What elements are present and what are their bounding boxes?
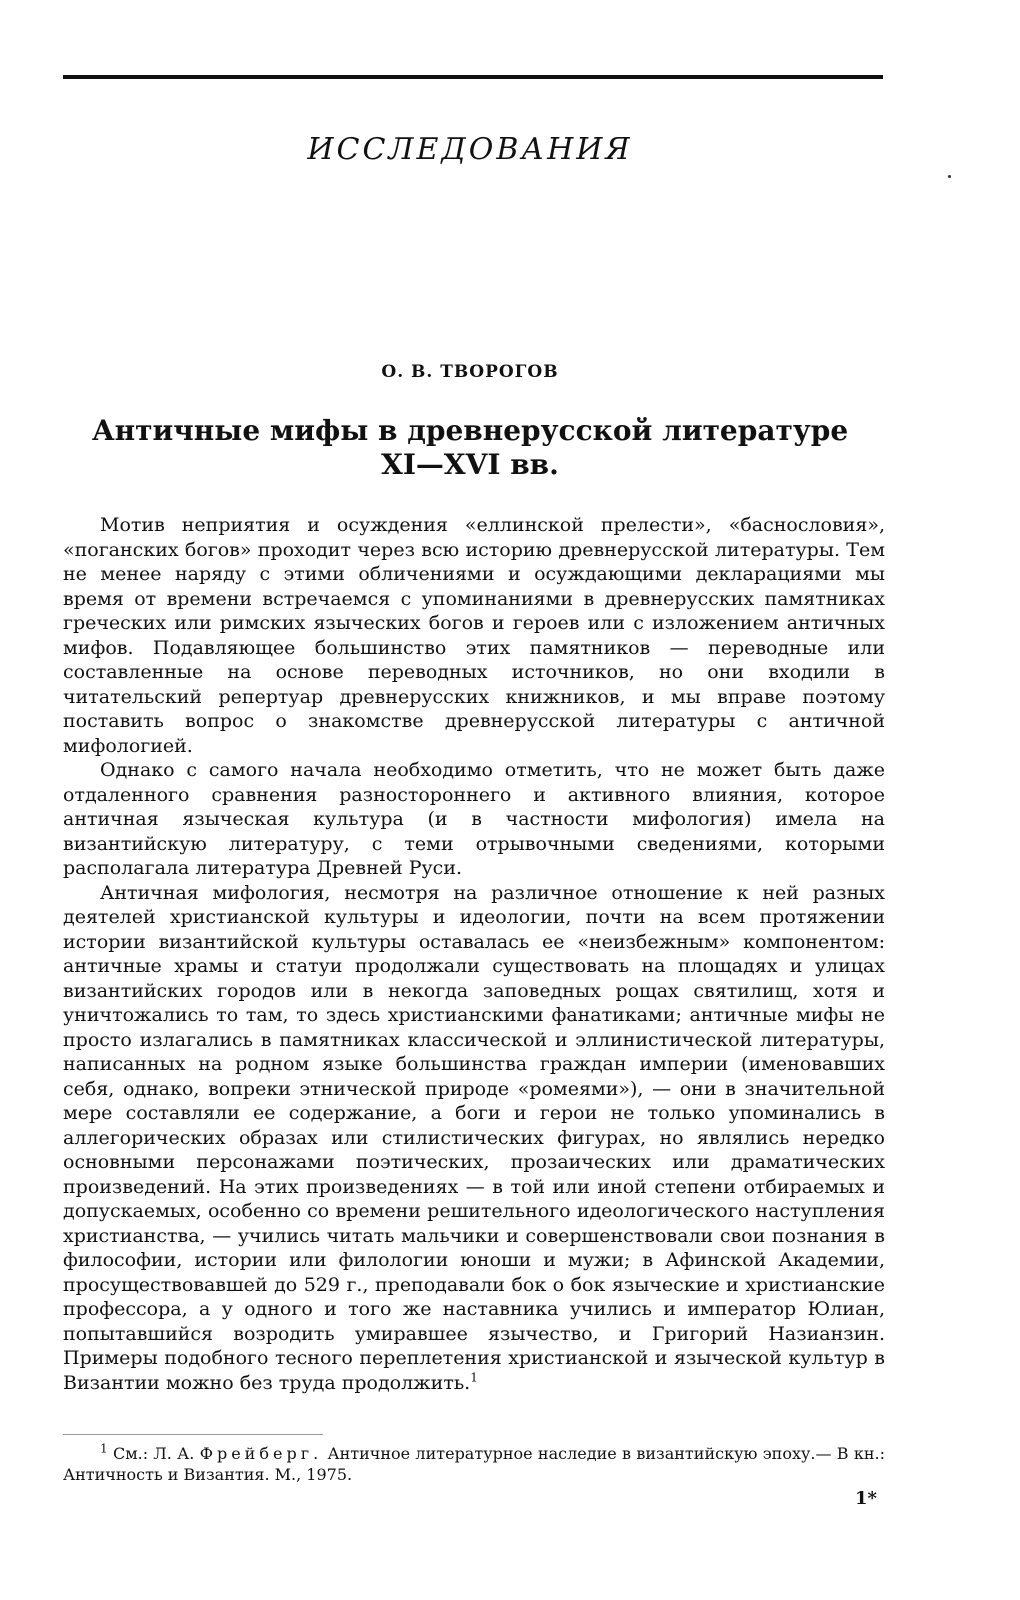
footnote-text: Античное литературное наследие в византийскую эпоху.— В кн.: Античность и Византия. М., 1975.	[63, 1444, 885, 1484]
article-title-line-1: Античные мифы в древнерусской литературе	[91, 414, 849, 447]
page-number: 1*	[855, 1488, 877, 1509]
paragraph-2: Однако с самого начала необходимо отметить, что не может быть даже отдаленного сравнения разностороннего и активного влияния, которое античная языческая культура (и в частности мифология) имела на византийскую литературу, с теми отрывочными сведениями, которыми располагала литература Древней Руси.	[63, 759, 885, 879]
article-title	[0, 414, 940, 482]
footnote-reference: 1	[470, 1370, 478, 1385]
footnote-rule	[63, 1434, 323, 1435]
top-rule	[63, 75, 883, 79]
article-title-line-2: XI—XVI вв.	[381, 448, 559, 481]
author-name: О. В. ТВОРОГОВ	[381, 362, 559, 382]
paragraph-3-text: Античная мифология, несмотря на различное отношение к ней разных деятелей христианской культуры и идеологии, почти на всем протяжении истории византийской культуры оставалась ее «неизбежным» компонентом: античные храмы и статуи продолжали существовать на площадях и улицах византийских городов или в некогда заповедных рощах святилищ, хотя и уничтожались то там, то здесь христианскими фанатиками; античные мифы не просто излагались в памятниках классической и эллинистической литературы, написанных на родном языке большинства граждан империи (именовавших себя, однако, вопреки этнической природе «ромеями»), — они в значительной мере составляли ее содержание, а боги и герои не только упоминались в аллегорических образах или стилистических фигурах, но являлись нередко основными персонажами поэтических, прозаических или драматических произведений. На этих произведениях — в той или иной степени отбираемых и допускаемых, особенно со времени решительного идеологического наступления христианства, — учились читать мальчики и совершенствовали свои познания в философии, истории или филологии юноши и мужи; в Афинской Академии, просуществовавшей до 529 г., преподавали бок о бок языческие и христианские профессора, а у одного и того же наставника учились и император Юлиан, попытавшийся возродить умиравшее язычество, и Григорий Назианзин. Примеры подобного тесного переплетения христианской и языческой культур в Византии можно без труда продолжить.	[63, 881, 885, 1394]
print-speck	[948, 175, 951, 178]
article-body	[63, 513, 885, 1395]
paragraph-1: Мотив неприятия и осуждения «еллинской прелести», «баснословия», «поганских богов» проходит через всю историю древнерусской литературы. Тем не менее наряду с этими обличениями и осуждающими декларациями мы время от времени встречаемся с упоминаниями в древнерусских памятниках греческих или римских языческих богов и героев или с изложением античных мифов. Подавляющее большинство этих памятников — переводные или составленные на основе переводных источников, но они входили в читательский репертуар древнерусских книжников, и мы вправе поэтому поставить вопрос о знакомстве древнерусской литературы с античной мифологией.	[63, 514, 885, 757]
footnote-author: Фрейберг.	[199, 1444, 323, 1463]
section-title: ИССЛЕДОВАНИЯ	[307, 132, 633, 167]
paragraph-3	[63, 881, 885, 1396]
footnote-prefix: См.: Л. А.	[112, 1444, 195, 1463]
footnote-number: 1	[100, 1441, 108, 1456]
footnote	[63, 1443, 885, 1485]
